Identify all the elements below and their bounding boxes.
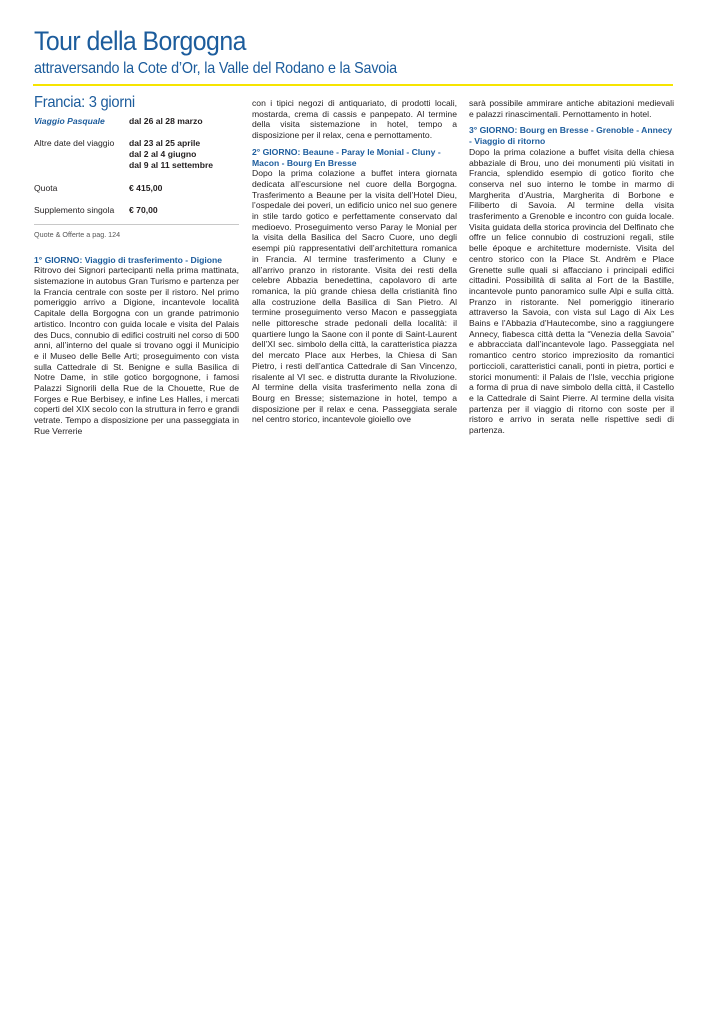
column-2 — [252, 98, 457, 425]
price-reference-note: Quote & Offerte a pag. 124 — [34, 229, 121, 239]
quota-label: Quota — [34, 182, 58, 193]
pasquale-label: Viaggio Pasquale — [34, 115, 105, 126]
info-row-quota — [34, 181, 239, 196]
other-date-item: dal 9 al 11 settembre — [129, 159, 214, 170]
divider — [34, 224, 239, 225]
day-3-heading: 3° GIORNO: Bourg en Bresse - Grenoble - Annecy - Viaggio di ritorno — [469, 125, 673, 147]
day-1-heading: 1° GIORNO: Viaggio di trasferimento - Digione — [34, 254, 223, 265]
supplemento-label: Supplemento singola — [34, 205, 115, 216]
page-title: Tour della Borgogna — [34, 26, 246, 56]
title-rule — [33, 84, 673, 86]
supplemento-value: € 70,00 — [129, 205, 158, 216]
day-1-text-continued: con i tipici negozi di antiquariato, di prodotti locali, mostarda, crema di cassis e panpepato. Al termine della visita sistemazione in hotel, tempo a disposizione per il relax, cena e pernottamento. — [252, 98, 457, 141]
column-1 — [34, 94, 239, 437]
info-row-supplemento — [34, 203, 239, 218]
day-1-text: Ritrovo dei Signori partecipanti nella prima mattinata, sistemazione in autobus Gran Turismo e partenza per la Francia centrale con soste per il ristoro. Nel primo pomeriggio arrivo a Digione, incantevole località Capitale della Borgogna con un grande patrimonio artistico. Incontro con guida locale e visita del Palais des Ducs, connubio di edifici costruiti nel corso di 500 anni, all’interno del quale si trovano oggi il Municipio e il Museo delle Belle Arti; proseguimento con vista sulla Cattedrale di St. Benigne e sulla Basilica di Notre Dame, in stile gotico borgognone, i famosi Palazzi Signorili della Rue de la Chouette, Rue de Forges e Rue Berbisey, e infine Les Halles, i mercati coperti del XIX secolo con la struttura in ferro e grandi vetrate. Tempo a disposizione per una passeggiata in Rue Verrerie — [34, 265, 239, 436]
other-dates-label: Altre date del viaggio — [34, 138, 115, 149]
other-dates-list — [129, 138, 213, 170]
day-2-heading: 2° GIORNO: Beaune - Paray le Monial - Cluny - Macon - Bourg En Bresse — [252, 146, 441, 168]
day-3-text: Dopo la prima colazione a buffet visita della chiesa abbaziale di Brou, uno dei monumenti più visitati in Francia, splendido esempio di gotico fiorito che conserva nel suo interno le tombe in marmo di Margherita d’Austria, Margherita di Borbone e Filiberto di Savoia. Al termine della visita trasferimento a Grenoble e incontro con guida locale. Visita guidata della storica provincia del Delfinato che offre un felice connubio di costruzioni regali, stile belle époque e architetture moderniste. Visita del centro storico con la Place St. Andrèm e Place Grenette sulle quali si affacciano i principali edifici cittadini. Possibilità di salita al Fort de la Bastille, incantevole punto panoramico sulle Alpi e sulla città. Pranzo in ristorante. Nel pomeriggio itinerario attraverso la Savoia, con vista sul Lago di Aix Les Bains e l’Abbazia d’Hautecombe, sino a raggiungere Annecy, fiabesca città detta la “Venezia della Savoia” e abbracciata dall’incantevole lago. Passeggiata nel romantico centro storico impreziosito da romantici porticcioli, caratteristici canali, ponti in pietra, portici e storici monumenti: il Palais de l’Isle, vecchia prigione a forma di prua di nave simbolo della città, il Castello e la Cattedrale di Saint Pierre. Al termine della visita partenza per il viaggio di ritorno con soste per il ristoro e arrivo in serata nelle rispettive sedi di partenza. — [469, 146, 674, 436]
info-row-pasquale — [34, 114, 239, 129]
pasquale-dates: dal 26 al 28 marzo — [129, 115, 203, 126]
other-date-item: dal 23 al 25 aprile — [129, 138, 201, 149]
other-date-item: dal 2 al 4 giugno — [129, 149, 197, 160]
day-2-text-continued: sarà possibile ammirare antiche abitazioni medievali e palazzi rinascimentali. Pernottamento in hotel. — [469, 98, 674, 119]
quota-value: € 415,00 — [129, 182, 163, 193]
column-3 — [469, 98, 674, 436]
section-heading: Francia: 3 giorni — [34, 94, 135, 111]
info-row-other-dates — [34, 136, 239, 172]
page-subtitle: attraversando la Cote d’Or, la Valle del Rodano e la Savoia — [34, 60, 397, 77]
day-2-text: Dopo la prima colazione a buffet intera giornata dedicata all’escursione nel cuore della Borgogna. Trasferimento a Beaune per la visita dell’Hotel Dieu, l’ospedale dei poveri, un edificio unico nel suo genere in stile tardo gotico e perfettamente conservato dal medioevo. Proseguimento verso Paray le Monial per la visita della Basilica del Sacro Cuore, uno degli esempi più rappresentativi dell’architettura romanica in Francia. Al termine trasferimento a Cluny e all’arrivo pranzo in ristorante. Visita dei resti della celebre Abbazia benedettina, capolavoro di arte romanica, la più grande chiesa della cristianità fino alla costruzione della Basilica di San Pietro. Al termine proseguimento verso Macon e passeggiata nelle pittoresche strade pedonali della località: il quartiere lungo la Saone con il ponte di Saint-Laurent dell’XI sec. simbolo della città, la caratteristica piazza del mercato Place aux Herbes, la Chiesa di San Pietro, i resti dell’antica Cattedrale di San Vincenzo, risalente al VI sec. e distrutta durante la Rivoluzione. Al termine della visita trasferimento nella zona di Bourg en Bresse; sistemazione in hotel, tempo a disposizione per il relax e cena. Passeggiata serale nel centro storico, incantevole gioiello ove — [252, 168, 457, 425]
